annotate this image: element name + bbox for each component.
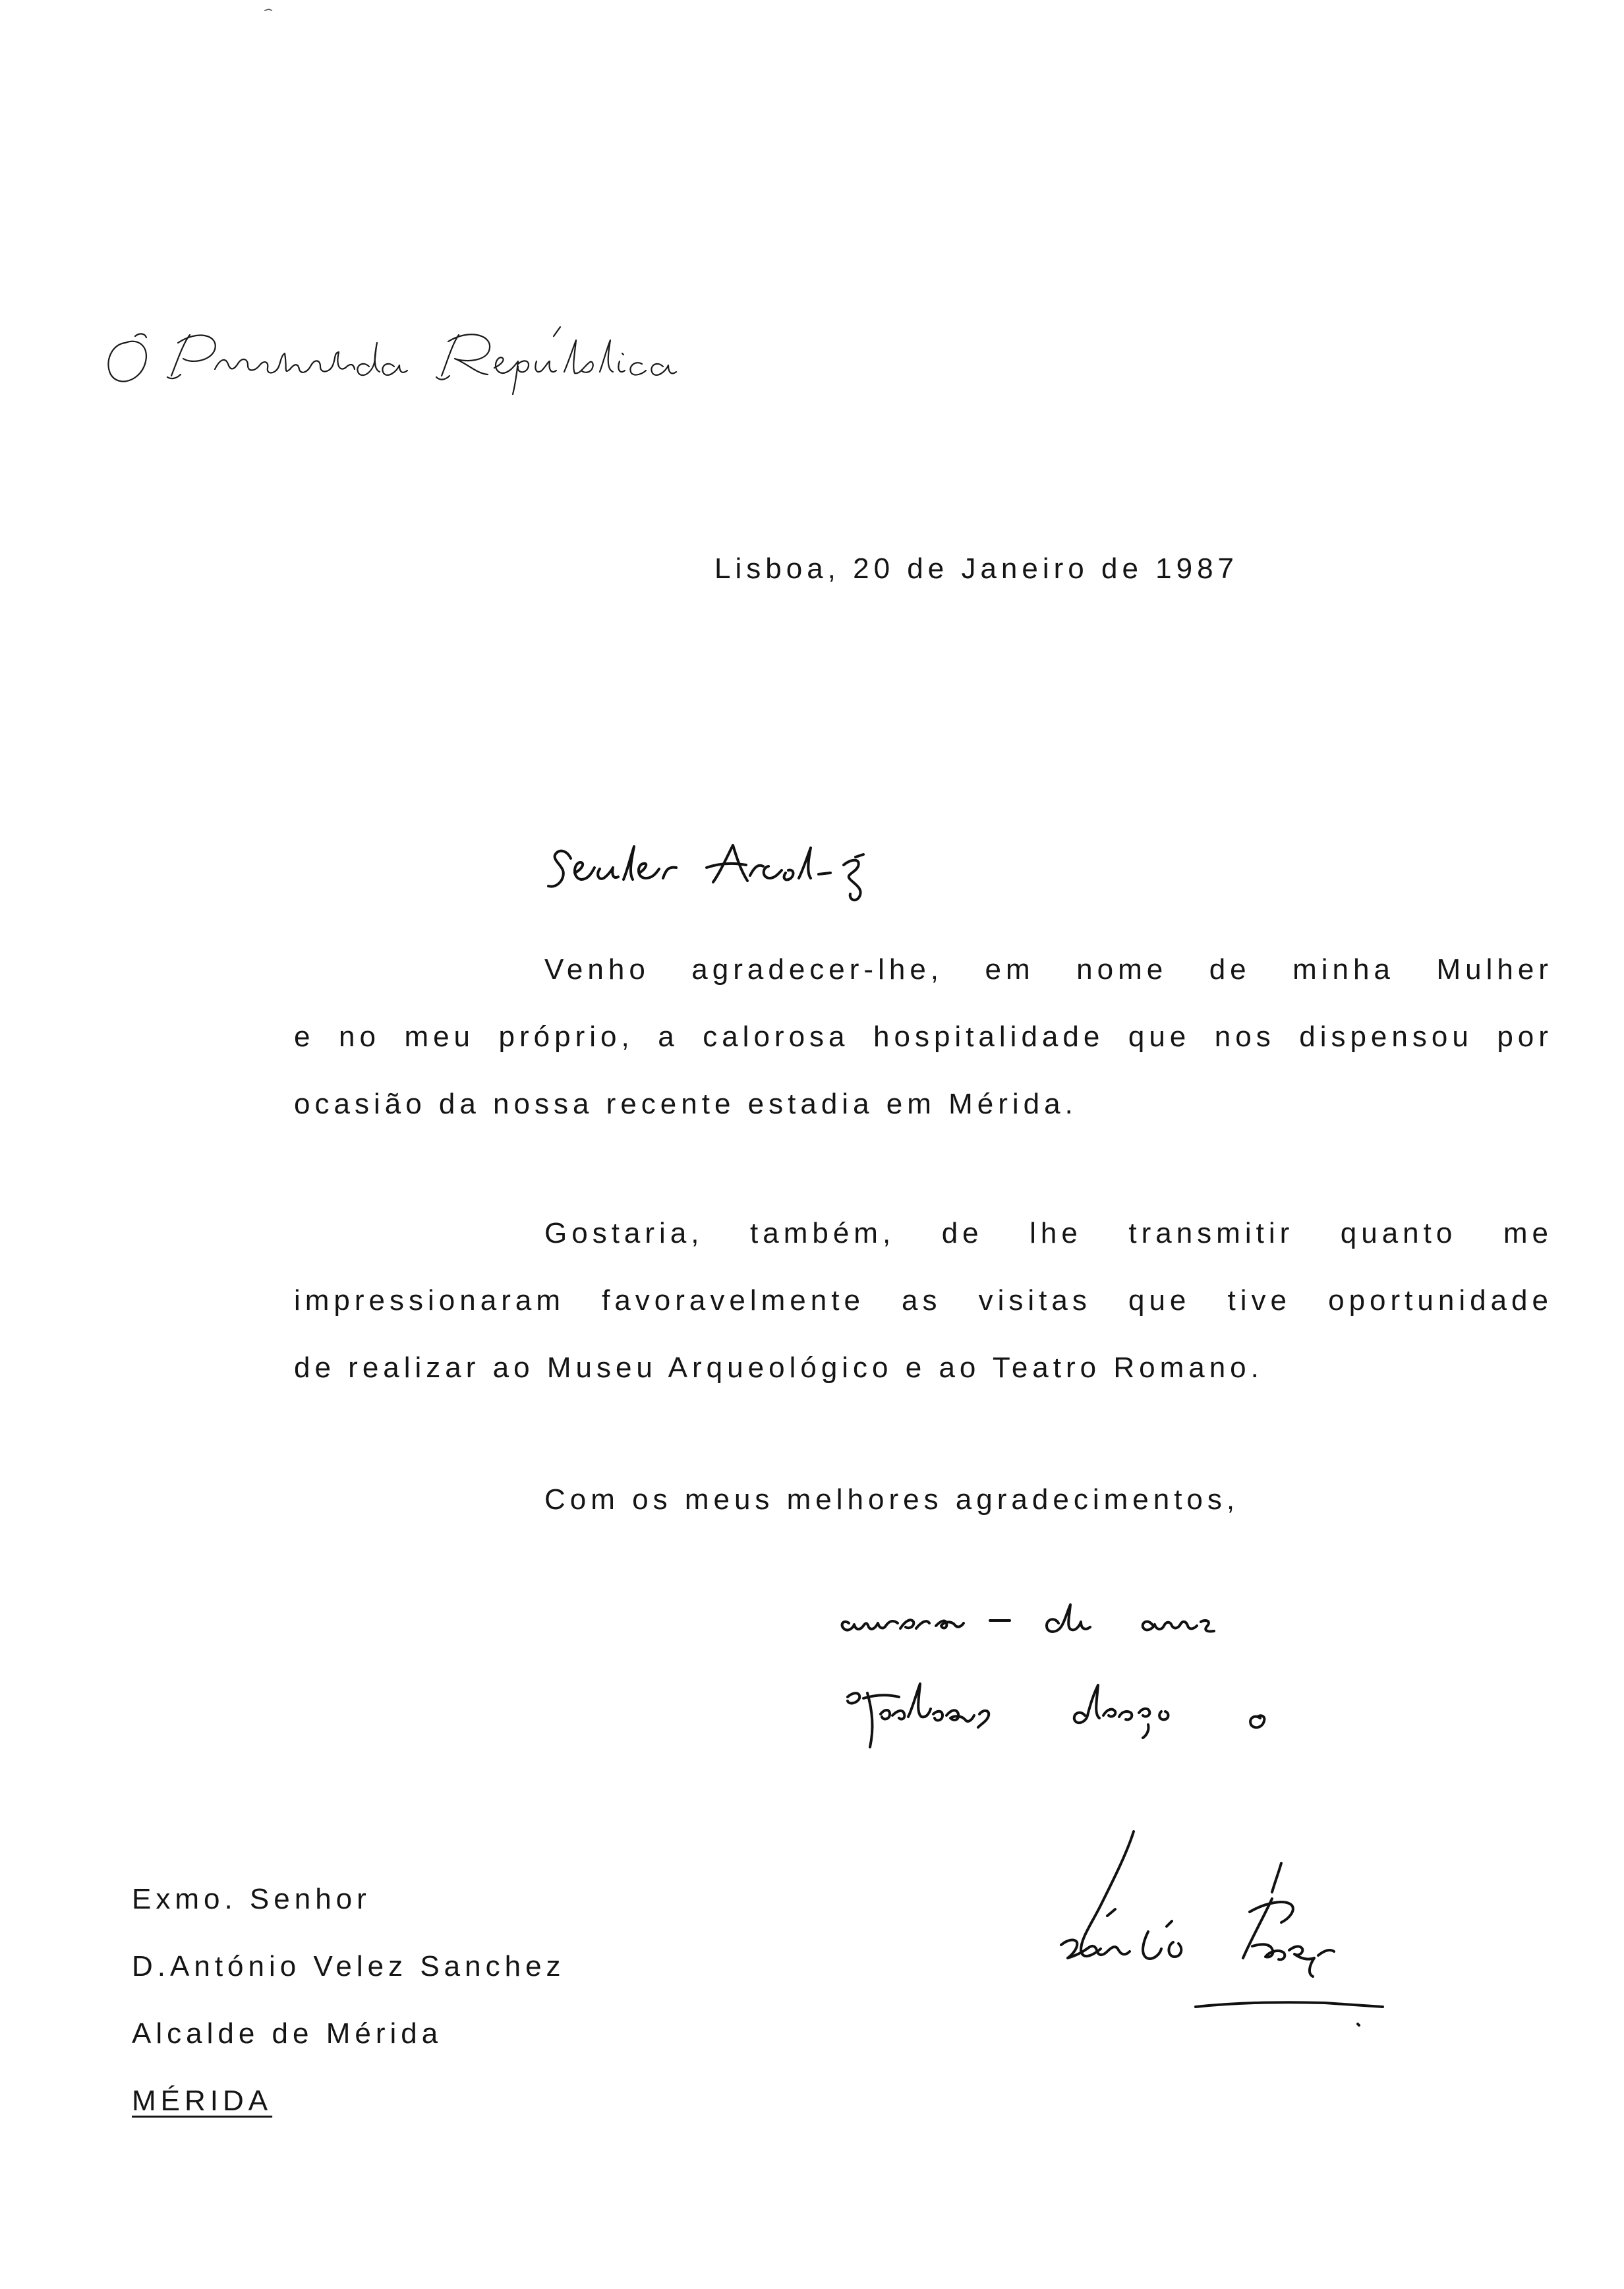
word: impressionaram xyxy=(294,1284,565,1317)
word: favoravelmente xyxy=(602,1284,865,1317)
signature-image xyxy=(1055,1826,1450,2064)
word: que xyxy=(1128,1021,1191,1053)
handwritten-closing-1 xyxy=(837,1582,1325,1655)
word: nome xyxy=(1076,953,1168,986)
word: por xyxy=(1497,1021,1553,1053)
word: calorosa xyxy=(703,1021,850,1053)
word: próprio, xyxy=(498,1021,634,1053)
closing-line: Com os meus melhores agradecimentos, xyxy=(544,1483,1240,1516)
word: tive xyxy=(1227,1284,1291,1317)
word: transmitir xyxy=(1128,1217,1294,1249)
word: Gostaria, xyxy=(544,1217,704,1249)
paragraph-2 xyxy=(294,1200,1553,1402)
closing-scribble-1 xyxy=(837,1582,1325,1655)
word: hospitalidade xyxy=(873,1021,1105,1053)
paragraph-1-line-2 xyxy=(294,1003,1553,1071)
word: as xyxy=(902,1284,942,1317)
word: e xyxy=(294,1021,315,1053)
word: de xyxy=(941,1217,983,1249)
word: a xyxy=(658,1021,679,1053)
closing-scribble-2 xyxy=(837,1675,1424,1773)
handwritten-closing-2 xyxy=(837,1675,1424,1773)
word: que xyxy=(1128,1284,1191,1317)
paragraph-1-line-1 xyxy=(294,936,1553,1003)
recipient-address xyxy=(132,1866,566,2135)
word: de xyxy=(1209,953,1251,986)
address-salutation: Exmo. Senhor xyxy=(132,1883,371,1915)
word: no xyxy=(338,1021,380,1053)
letterhead-calligraphy xyxy=(99,303,679,396)
address-name: D.António Velez Sanchez xyxy=(132,1950,566,1982)
word: visitas xyxy=(978,1284,1091,1317)
word: nos xyxy=(1214,1021,1275,1053)
address-title: Alcalde de Mérida xyxy=(132,2017,443,2050)
handwritten-salutation xyxy=(540,818,936,910)
paragraph-2-line-3: de realizar ao Museu Arqueológico e ao Teatro Romano. xyxy=(294,1352,1263,1384)
word: Venho xyxy=(544,953,650,986)
word: Mulher xyxy=(1436,953,1553,986)
word: quanto xyxy=(1340,1217,1457,1249)
paragraph-2-line-2 xyxy=(294,1267,1553,1334)
word: lhe xyxy=(1030,1217,1082,1249)
scan-speck xyxy=(264,8,273,12)
word: oportunidade xyxy=(1328,1284,1553,1317)
word: agradecer-lhe, xyxy=(691,953,944,986)
word: me xyxy=(1503,1217,1553,1249)
date-line: Lisboa, 20 de Janeiro de 1987 xyxy=(714,552,1239,585)
word: minha xyxy=(1292,953,1395,986)
word: meu xyxy=(404,1021,475,1053)
salutation-scribble xyxy=(540,818,936,910)
word: em xyxy=(985,953,1035,986)
letterhead xyxy=(99,303,679,396)
word: dispensou xyxy=(1299,1021,1473,1053)
signature xyxy=(1055,1826,1450,2064)
paragraph-1 xyxy=(294,936,1553,1138)
paragraph-2-line-1 xyxy=(294,1200,1553,1267)
address-city: MÉRIDA xyxy=(132,2085,273,2117)
paragraph-1-line-3: ocasião da nossa recente estadia em Mérida. xyxy=(294,1088,1078,1120)
word: também, xyxy=(750,1217,896,1249)
